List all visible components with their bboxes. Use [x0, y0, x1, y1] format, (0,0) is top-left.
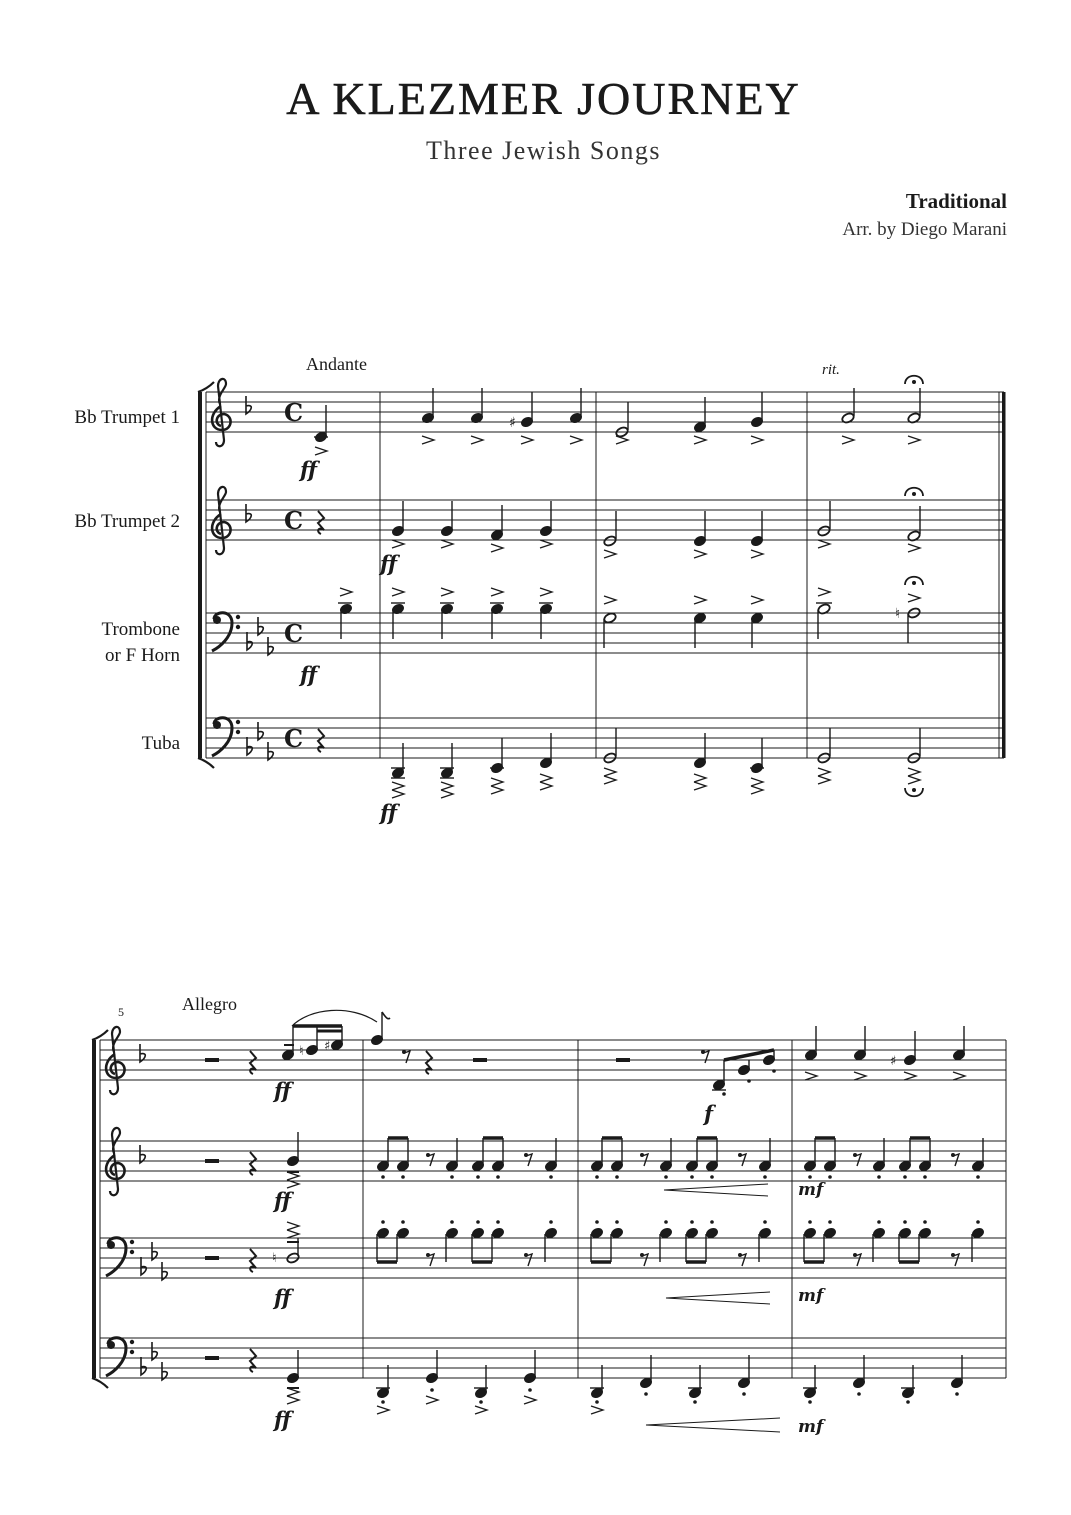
- ritardando-marking: rit.: [822, 362, 840, 378]
- dynamic-trumpet2: ff: [380, 551, 397, 576]
- dynamic-trombone-mf: mf: [798, 1286, 824, 1306]
- arranger-credit: Arr. by Diego Marani: [842, 219, 1007, 240]
- dynamic-tuba-allegro: ff: [274, 1407, 291, 1432]
- tempo-marking-andante: Andante: [306, 354, 367, 374]
- svg-text:♮: ♮: [895, 606, 901, 622]
- dynamic-trumpet2-allegro: ff: [274, 1188, 291, 1213]
- svg-text:C: C: [284, 724, 304, 753]
- score-title: A KLEZMER JOURNEY: [286, 73, 801, 124]
- dynamic-trumpet2-mf: mf: [798, 1180, 824, 1200]
- instrument-name-trumpet2: Bb Trumpet 2: [74, 511, 180, 532]
- svg-text:♮: ♮: [299, 1044, 304, 1059]
- svg-text:C: C: [284, 506, 304, 535]
- svg-text:♯: ♯: [890, 1054, 897, 1069]
- dynamic-trumpet1-f: f: [704, 1101, 713, 1126]
- instrument-name-trombone-line1: Trombone: [101, 619, 180, 640]
- svg-text:♯: ♯: [509, 415, 516, 431]
- dynamic-tuba: ff: [380, 800, 397, 825]
- instrument-name-tuba: Tuba: [141, 733, 180, 754]
- measure-number: 5: [118, 1005, 124, 1019]
- dynamic-tuba-mf: mf: [798, 1417, 824, 1437]
- dynamic-trumpet1: ff: [300, 457, 317, 482]
- instrument-name-trombone-line2: or F Horn: [105, 645, 180, 666]
- svg-text:♮: ♮: [272, 1251, 277, 1266]
- dynamic-trombone-allegro: ff: [274, 1285, 291, 1310]
- dynamic-trumpet1-allegro: ff: [274, 1078, 291, 1103]
- svg-text:C: C: [284, 398, 304, 427]
- instrument-name-trumpet1: Bb Trumpet 1: [74, 407, 180, 428]
- svg-text:♯: ♯: [324, 1039, 331, 1054]
- svg-text:C: C: [284, 619, 304, 648]
- tempo-marking-allegro: Allegro: [182, 994, 237, 1014]
- score-subtitle: Three Jewish Songs: [426, 136, 661, 165]
- composer-credit: Traditional: [905, 189, 1007, 213]
- dynamic-trombone: ff: [300, 662, 317, 687]
